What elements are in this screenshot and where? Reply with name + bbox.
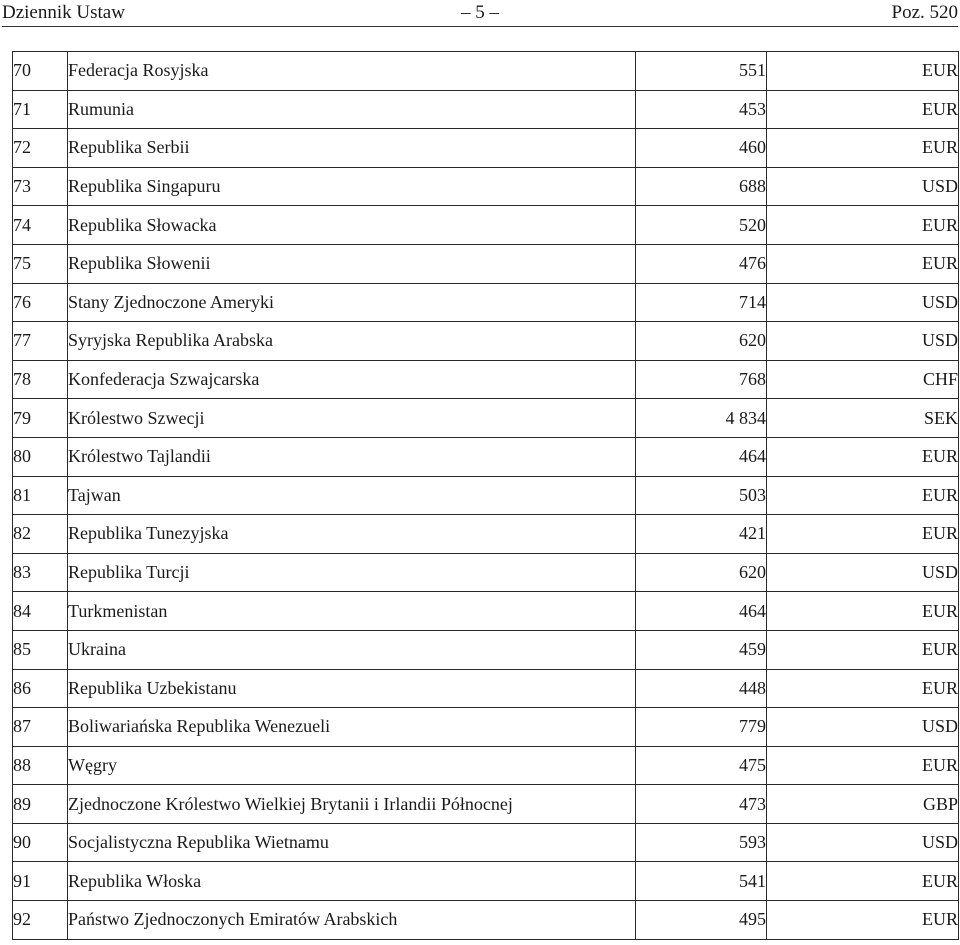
table-row [13, 708, 959, 747]
amount-cell: 476 [636, 244, 767, 283]
table-row [13, 283, 959, 322]
amount-cell: 551 [636, 52, 767, 91]
country-cell: Federacja Rosyjska [68, 52, 636, 91]
row-number-cell: 86 [13, 669, 68, 708]
currency-cell: EUR [767, 515, 959, 554]
table-row [13, 592, 959, 631]
currency-cell: EUR [767, 90, 959, 129]
country-cell: Państwo Zjednoczonych Emiratów Arabskich [68, 901, 636, 940]
table-row [13, 167, 959, 206]
country-cell: Republika Tunezyjska [68, 515, 636, 554]
row-number-cell: 76 [13, 283, 68, 322]
row-number-cell: 80 [13, 437, 68, 476]
amount-cell: 459 [636, 630, 767, 669]
page-number: – 5 – [461, 2, 499, 23]
position-number: Poz. 520 [891, 2, 958, 23]
table-row [13, 515, 959, 554]
amount-cell: 464 [636, 437, 767, 476]
currency-cell: EUR [767, 630, 959, 669]
table-row [13, 785, 959, 824]
amount-cell: 448 [636, 669, 767, 708]
row-number-cell: 81 [13, 476, 68, 515]
row-number-cell: 90 [13, 823, 68, 862]
currency-cell: USD [767, 708, 959, 747]
table-row [13, 360, 959, 399]
currency-cell: GBP [767, 785, 959, 824]
row-number-cell: 72 [13, 129, 68, 168]
country-cell: Królestwo Tajlandii [68, 437, 636, 476]
country-cell: Tajwan [68, 476, 636, 515]
row-number-cell: 78 [13, 360, 68, 399]
country-cell: Syryjska Republika Arabska [68, 322, 636, 361]
country-cell: Rumunia [68, 90, 636, 129]
amount-cell: 714 [636, 283, 767, 322]
country-cell: Turkmenistan [68, 592, 636, 631]
amount-cell: 620 [636, 322, 767, 361]
currency-cell: USD [767, 823, 959, 862]
currency-cell: CHF [767, 360, 959, 399]
row-number-cell: 83 [13, 553, 68, 592]
table-row [13, 399, 959, 438]
table-row [13, 90, 959, 129]
currency-cell: USD [767, 167, 959, 206]
table-row [13, 129, 959, 168]
currency-cell: USD [767, 283, 959, 322]
country-cell: Królestwo Szwecji [68, 399, 636, 438]
country-cell: Republika Serbii [68, 129, 636, 168]
currency-cell: EUR [767, 52, 959, 91]
row-number-cell: 77 [13, 322, 68, 361]
amount-cell: 473 [636, 785, 767, 824]
rates-table-body [13, 52, 959, 940]
row-number-cell: 82 [13, 515, 68, 554]
country-cell: Zjednoczone Królestwo Wielkiej Brytanii i Irlandii Północnej [68, 785, 636, 824]
row-number-cell: 87 [13, 708, 68, 747]
table-row [13, 901, 959, 940]
row-number-cell: 79 [13, 399, 68, 438]
currency-cell: EUR [767, 862, 959, 901]
journal-title: Dziennik Ustaw [2, 2, 125, 23]
row-number-cell: 92 [13, 901, 68, 940]
currency-cell: USD [767, 322, 959, 361]
table-row [13, 862, 959, 901]
country-cell: Konfederacja Szwajcarska [68, 360, 636, 399]
amount-cell: 779 [636, 708, 767, 747]
country-cell: Socjalistyczna Republika Wietnamu [68, 823, 636, 862]
currency-cell: EUR [767, 669, 959, 708]
page-header [0, 0, 960, 26]
currency-cell: USD [767, 553, 959, 592]
row-number-cell: 70 [13, 52, 68, 91]
amount-cell: 593 [636, 823, 767, 862]
amount-cell: 520 [636, 206, 767, 245]
row-number-cell: 91 [13, 862, 68, 901]
country-cell: Republika Singapuru [68, 167, 636, 206]
amount-cell: 460 [636, 129, 767, 168]
currency-cell: EUR [767, 901, 959, 940]
row-number-cell: 89 [13, 785, 68, 824]
table-row [13, 746, 959, 785]
table-row [13, 823, 959, 862]
country-cell: Boliwariańska Republika Wenezueli [68, 708, 636, 747]
amount-cell: 464 [636, 592, 767, 631]
amount-cell: 495 [636, 901, 767, 940]
amount-cell: 620 [636, 553, 767, 592]
row-number-cell: 74 [13, 206, 68, 245]
amount-cell: 4 834 [636, 399, 767, 438]
amount-cell: 475 [636, 746, 767, 785]
row-number-cell: 71 [13, 90, 68, 129]
table-row [13, 476, 959, 515]
row-number-cell: 75 [13, 244, 68, 283]
currency-cell: EUR [767, 244, 959, 283]
country-cell: Republika Turcji [68, 553, 636, 592]
currency-cell: EUR [767, 476, 959, 515]
currency-cell: EUR [767, 592, 959, 631]
row-number-cell: 85 [13, 630, 68, 669]
table-row [13, 630, 959, 669]
table-row [13, 206, 959, 245]
amount-cell: 421 [636, 515, 767, 554]
table-row [13, 322, 959, 361]
row-number-cell: 84 [13, 592, 68, 631]
country-cell: Węgry [68, 746, 636, 785]
country-cell: Republika Słowacka [68, 206, 636, 245]
amount-cell: 541 [636, 862, 767, 901]
currency-cell: EUR [767, 746, 959, 785]
table-row [13, 669, 959, 708]
country-cell: Republika Uzbekistanu [68, 669, 636, 708]
country-cell: Republika Włoska [68, 862, 636, 901]
table-row [13, 52, 959, 91]
allowance-rates-table [12, 51, 959, 940]
amount-cell: 503 [636, 476, 767, 515]
row-number-cell: 88 [13, 746, 68, 785]
amount-cell: 453 [636, 90, 767, 129]
currency-cell: EUR [767, 129, 959, 168]
header-divider [2, 26, 958, 27]
row-number-cell: 73 [13, 167, 68, 206]
country-cell: Stany Zjednoczone Ameryki [68, 283, 636, 322]
currency-cell: EUR [767, 437, 959, 476]
amount-cell: 688 [636, 167, 767, 206]
table-row [13, 437, 959, 476]
country-cell: Ukraina [68, 630, 636, 669]
currency-cell: SEK [767, 399, 959, 438]
table-row [13, 553, 959, 592]
amount-cell: 768 [636, 360, 767, 399]
table-row [13, 244, 959, 283]
country-cell: Republika Słowenii [68, 244, 636, 283]
currency-cell: EUR [767, 206, 959, 245]
